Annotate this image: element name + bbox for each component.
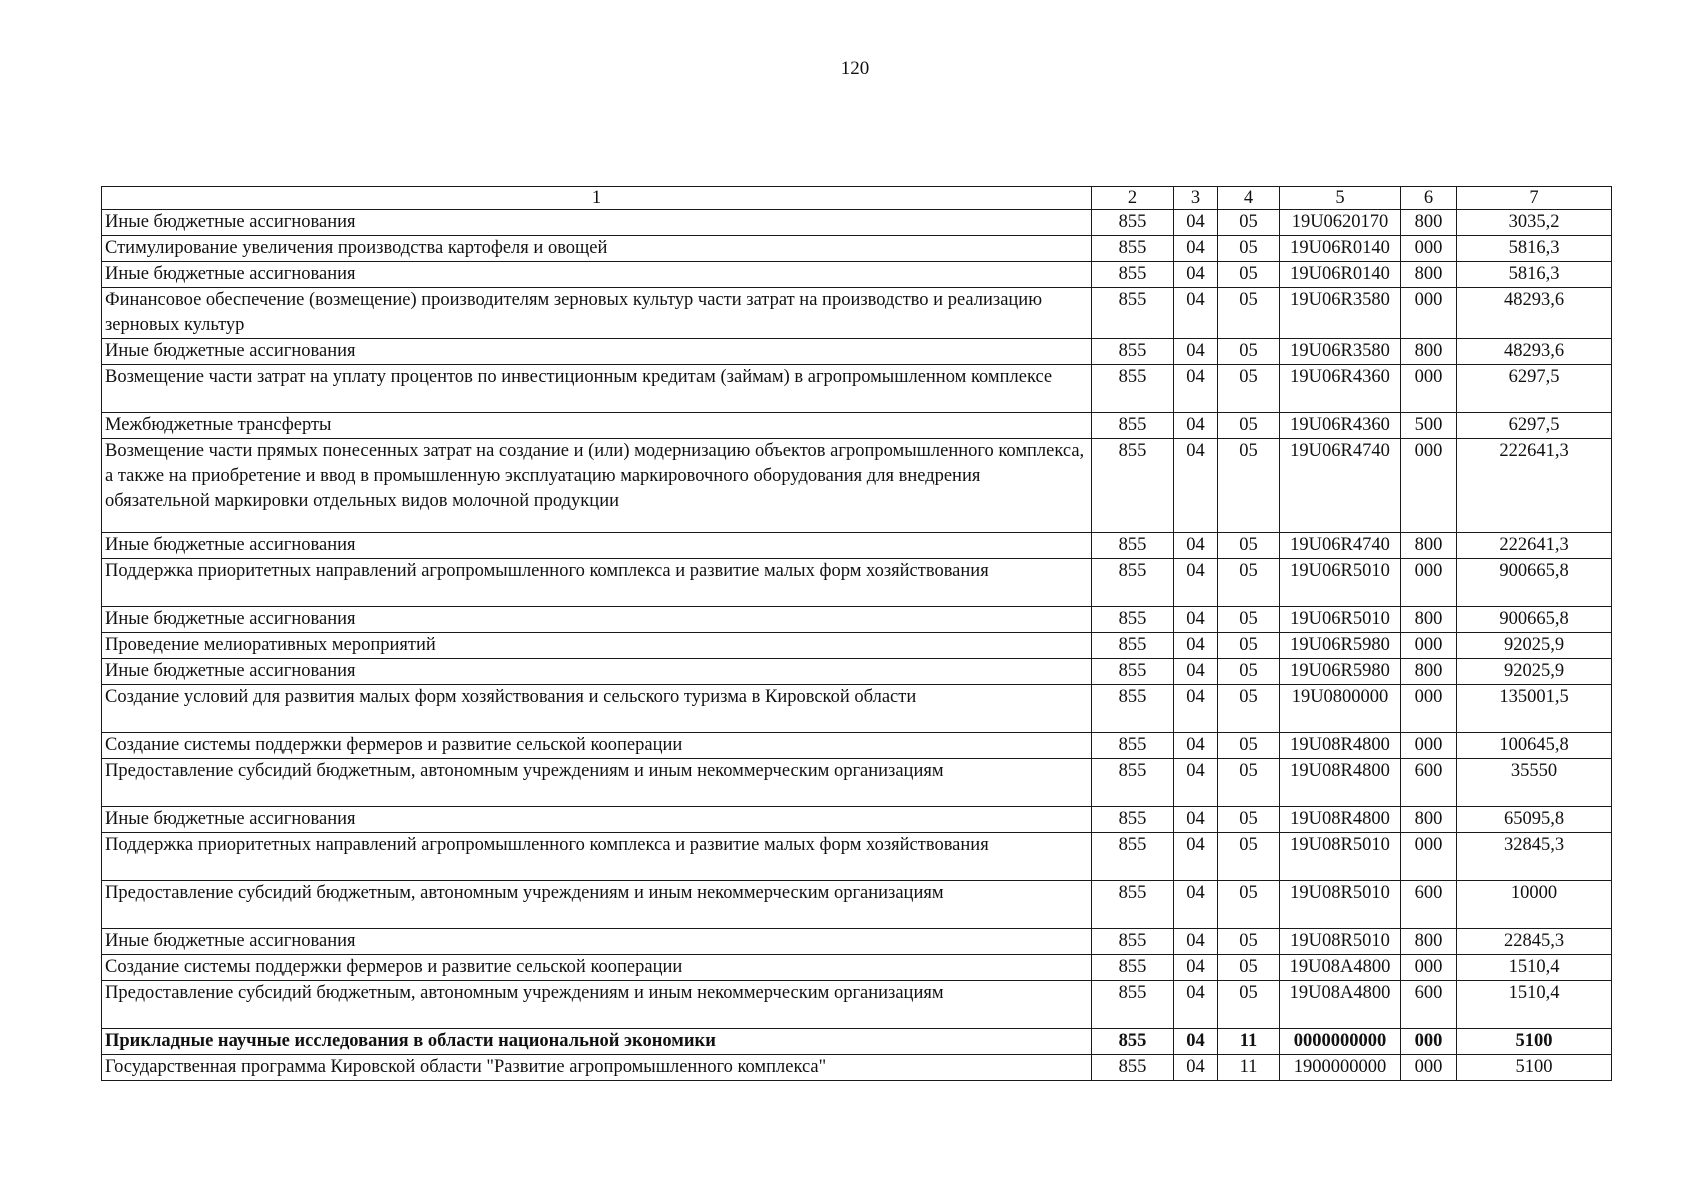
row-col-7: 6297,5 — [1457, 413, 1612, 439]
row-col-6: 800 — [1401, 262, 1457, 288]
row-col-2: 855 — [1092, 413, 1174, 439]
row-col-5: 1900000000 — [1280, 1055, 1401, 1081]
row-col-2: 855 — [1092, 1029, 1174, 1055]
table-row — [102, 533, 1612, 559]
row-col-2: 855 — [1092, 607, 1174, 633]
row-col-6: 000 — [1401, 365, 1457, 413]
row-col-7: 22845,3 — [1457, 929, 1612, 955]
row-col-5: 19U08R4800 — [1280, 807, 1401, 833]
row-col-4: 05 — [1218, 339, 1280, 365]
row-col-7: 222641,3 — [1457, 533, 1612, 559]
row-description: Финансовое обеспечение (возмещение) производителям зерновых культур части затрат на производство и реализацию зерновых культур — [102, 288, 1092, 339]
row-col-5: 19U08R4800 — [1280, 759, 1401, 807]
table-row — [102, 262, 1612, 288]
row-col-5: 19U08R5010 — [1280, 929, 1401, 955]
table-body — [102, 187, 1612, 1081]
row-description: Возмещение части затрат на уплату процентов по инвестиционным кредитам (займам) в агропромышленном комплексе — [102, 365, 1092, 413]
row-col-6: 000 — [1401, 288, 1457, 339]
row-col-2: 855 — [1092, 759, 1174, 807]
row-col-7: 1510,4 — [1457, 955, 1612, 981]
row-col-3: 04 — [1174, 533, 1218, 559]
row-description: Иные бюджетные ассигнования — [102, 210, 1092, 236]
row-col-4: 05 — [1218, 659, 1280, 685]
row-col-5: 19U06R4740 — [1280, 533, 1401, 559]
row-col-6: 000 — [1401, 1055, 1457, 1081]
row-col-6: 000 — [1401, 1029, 1457, 1055]
row-col-6: 500 — [1401, 413, 1457, 439]
row-col-4: 05 — [1218, 929, 1280, 955]
row-col-3: 04 — [1174, 262, 1218, 288]
row-col-7: 48293,6 — [1457, 288, 1612, 339]
table-row — [102, 439, 1612, 533]
row-description: Иные бюджетные ассигнования — [102, 262, 1092, 288]
row-col-6: 800 — [1401, 807, 1457, 833]
row-col-6: 800 — [1401, 210, 1457, 236]
row-col-3: 04 — [1174, 955, 1218, 981]
row-col-3: 04 — [1174, 833, 1218, 881]
table-row — [102, 759, 1612, 807]
row-col-3: 04 — [1174, 413, 1218, 439]
row-col-4: 05 — [1218, 365, 1280, 413]
row-description: Создание системы поддержки фермеров и развитие сельской кооперации — [102, 955, 1092, 981]
page-number: 120 — [840, 58, 870, 79]
row-col-2: 855 — [1092, 633, 1174, 659]
header-col-5: 5 — [1280, 187, 1401, 210]
row-col-6: 000 — [1401, 733, 1457, 759]
table-row — [102, 633, 1612, 659]
row-col-4: 05 — [1218, 439, 1280, 533]
row-col-7: 1510,4 — [1457, 981, 1612, 1029]
row-col-2: 855 — [1092, 262, 1174, 288]
row-col-5: 19U08R4800 — [1280, 733, 1401, 759]
row-col-3: 04 — [1174, 1055, 1218, 1081]
row-col-7: 222641,3 — [1457, 439, 1612, 533]
row-col-3: 04 — [1174, 607, 1218, 633]
row-col-6: 000 — [1401, 833, 1457, 881]
row-col-4: 05 — [1218, 559, 1280, 607]
row-col-5: 19U0620170 — [1280, 210, 1401, 236]
row-col-5: 19U06R5010 — [1280, 607, 1401, 633]
row-description: Прикладные научные исследования в области национальной экономики — [102, 1029, 1092, 1055]
row-col-5: 19U06R3580 — [1280, 339, 1401, 365]
row-col-7: 135001,5 — [1457, 685, 1612, 733]
row-col-6: 800 — [1401, 929, 1457, 955]
header-col-4: 4 — [1218, 187, 1280, 210]
row-col-3: 04 — [1174, 733, 1218, 759]
row-col-6: 800 — [1401, 659, 1457, 685]
row-col-7: 6297,5 — [1457, 365, 1612, 413]
row-description: Иные бюджетные ассигнования — [102, 607, 1092, 633]
row-description: Предоставление субсидий бюджетным, автономным учреждениям и иным некоммерческим организациям — [102, 881, 1092, 929]
table-row — [102, 929, 1612, 955]
row-col-5: 19U06R5980 — [1280, 633, 1401, 659]
row-description: Иные бюджетные ассигнования — [102, 807, 1092, 833]
row-col-4: 05 — [1218, 236, 1280, 262]
row-col-2: 855 — [1092, 981, 1174, 1029]
row-col-3: 04 — [1174, 981, 1218, 1029]
table-row — [102, 881, 1612, 929]
row-col-2: 855 — [1092, 659, 1174, 685]
row-col-2: 855 — [1092, 881, 1174, 929]
row-description: Стимулирование увеличения производства картофеля и овощей — [102, 236, 1092, 262]
row-col-4: 05 — [1218, 881, 1280, 929]
row-col-7: 5816,3 — [1457, 262, 1612, 288]
row-col-3: 04 — [1174, 929, 1218, 955]
row-description: Иные бюджетные ассигнования — [102, 533, 1092, 559]
row-col-4: 05 — [1218, 288, 1280, 339]
row-col-7: 5816,3 — [1457, 236, 1612, 262]
row-col-3: 04 — [1174, 807, 1218, 833]
row-col-6: 000 — [1401, 559, 1457, 607]
row-col-7: 48293,6 — [1457, 339, 1612, 365]
row-col-7: 32845,3 — [1457, 833, 1612, 881]
row-col-6: 800 — [1401, 339, 1457, 365]
row-col-5: 19U06R5010 — [1280, 559, 1401, 607]
row-col-7: 35550 — [1457, 759, 1612, 807]
row-col-3: 04 — [1174, 759, 1218, 807]
header-col-6: 6 — [1401, 187, 1457, 210]
row-col-7: 5100 — [1457, 1055, 1612, 1081]
table-row — [102, 210, 1612, 236]
table-row — [102, 733, 1612, 759]
row-col-5: 19U06R4360 — [1280, 365, 1401, 413]
row-col-4: 05 — [1218, 607, 1280, 633]
row-col-7: 92025,9 — [1457, 659, 1612, 685]
header-col-7: 7 — [1457, 187, 1612, 210]
row-col-7: 92025,9 — [1457, 633, 1612, 659]
table-row — [102, 559, 1612, 607]
row-col-6: 000 — [1401, 236, 1457, 262]
row-col-6: 000 — [1401, 685, 1457, 733]
row-col-2: 855 — [1092, 533, 1174, 559]
row-col-6: 600 — [1401, 881, 1457, 929]
row-col-2: 855 — [1092, 339, 1174, 365]
row-col-7: 10000 — [1457, 881, 1612, 929]
row-description: Предоставление субсидий бюджетным, автономным учреждениям и иным некоммерческим организациям — [102, 981, 1092, 1029]
row-col-4: 05 — [1218, 759, 1280, 807]
row-description: Межбюджетные трансферты — [102, 413, 1092, 439]
table-row — [102, 685, 1612, 733]
row-col-2: 855 — [1092, 955, 1174, 981]
budget-table — [101, 186, 1612, 1081]
row-col-3: 04 — [1174, 881, 1218, 929]
row-col-4: 05 — [1218, 685, 1280, 733]
row-col-5: 19U08A4800 — [1280, 955, 1401, 981]
row-col-5: 19U06R5980 — [1280, 659, 1401, 685]
row-col-6: 800 — [1401, 533, 1457, 559]
table-row — [102, 807, 1612, 833]
table-header-row — [102, 187, 1612, 210]
row-col-3: 04 — [1174, 439, 1218, 533]
row-description: Создание системы поддержки фермеров и развитие сельской кооперации — [102, 733, 1092, 759]
row-col-5: 0000000000 — [1280, 1029, 1401, 1055]
row-col-6: 600 — [1401, 759, 1457, 807]
header-col-3: 3 — [1174, 187, 1218, 210]
row-description: Возмещение части прямых понесенных затрат на создание и (или) модернизацию объектов агропромышленного комплекса, а также на приобретение и ввод в промышленную эксплуатацию маркировочного оборудования для внедрения обязательной маркировки отдельных видов молочной продукции — [102, 439, 1092, 533]
row-col-2: 855 — [1092, 210, 1174, 236]
row-col-2: 855 — [1092, 833, 1174, 881]
header-col-2: 2 — [1092, 187, 1174, 210]
row-col-5: 19U08R5010 — [1280, 833, 1401, 881]
row-description: Создание условий для развития малых форм хозяйствования и сельского туризма в Кировской области — [102, 685, 1092, 733]
row-col-6: 800 — [1401, 607, 1457, 633]
row-col-5: 19U06R4740 — [1280, 439, 1401, 533]
row-col-2: 855 — [1092, 685, 1174, 733]
row-col-4: 11 — [1218, 1029, 1280, 1055]
header-col-1: 1 — [102, 187, 1092, 210]
row-col-5: 19U08R5010 — [1280, 881, 1401, 929]
row-col-4: 05 — [1218, 633, 1280, 659]
row-col-4: 05 — [1218, 210, 1280, 236]
row-col-5: 19U06R3580 — [1280, 288, 1401, 339]
row-col-2: 855 — [1092, 365, 1174, 413]
table-row — [102, 659, 1612, 685]
table-row — [102, 607, 1612, 633]
row-col-7: 900665,8 — [1457, 607, 1612, 633]
table-row — [102, 288, 1612, 339]
row-col-3: 04 — [1174, 288, 1218, 339]
row-col-7: 100645,8 — [1457, 733, 1612, 759]
row-col-2: 855 — [1092, 559, 1174, 607]
row-col-4: 05 — [1218, 413, 1280, 439]
row-col-3: 04 — [1174, 685, 1218, 733]
row-col-3: 04 — [1174, 365, 1218, 413]
row-col-2: 855 — [1092, 236, 1174, 262]
row-col-3: 04 — [1174, 210, 1218, 236]
row-col-7: 65095,8 — [1457, 807, 1612, 833]
row-col-4: 05 — [1218, 533, 1280, 559]
row-col-3: 04 — [1174, 633, 1218, 659]
row-description: Поддержка приоритетных направлений агропромышленного комплекса и развитие малых форм хозяйствования — [102, 559, 1092, 607]
row-col-5: 19U06R4360 — [1280, 413, 1401, 439]
row-col-4: 05 — [1218, 262, 1280, 288]
row-col-2: 855 — [1092, 288, 1174, 339]
row-description: Государственная программа Кировской области "Развитие агропромышленного комплекса" — [102, 1055, 1092, 1081]
row-description: Иные бюджетные ассигнования — [102, 659, 1092, 685]
row-col-7: 3035,2 — [1457, 210, 1612, 236]
table-row — [102, 1029, 1612, 1055]
table-row — [102, 339, 1612, 365]
row-col-2: 855 — [1092, 733, 1174, 759]
row-col-3: 04 — [1174, 559, 1218, 607]
row-col-6: 600 — [1401, 981, 1457, 1029]
row-description: Предоставление субсидий бюджетным, автономным учреждениям и иным некоммерческим организациям — [102, 759, 1092, 807]
row-col-3: 04 — [1174, 659, 1218, 685]
row-col-4: 05 — [1218, 981, 1280, 1029]
row-col-5: 19U0800000 — [1280, 685, 1401, 733]
row-col-3: 04 — [1174, 236, 1218, 262]
row-col-5: 19U06R0140 — [1280, 262, 1401, 288]
row-col-7: 900665,8 — [1457, 559, 1612, 607]
row-col-4: 05 — [1218, 955, 1280, 981]
table-row — [102, 236, 1612, 262]
table-row — [102, 413, 1612, 439]
row-col-6: 000 — [1401, 439, 1457, 533]
row-col-5: 19U08A4800 — [1280, 981, 1401, 1029]
row-col-4: 05 — [1218, 733, 1280, 759]
row-col-2: 855 — [1092, 1055, 1174, 1081]
row-col-4: 05 — [1218, 807, 1280, 833]
row-col-7: 5100 — [1457, 1029, 1612, 1055]
row-description: Поддержка приоритетных направлений агропромышленного комплекса и развитие малых форм хозяйствования — [102, 833, 1092, 881]
table-row — [102, 981, 1612, 1029]
row-col-3: 04 — [1174, 339, 1218, 365]
row-description: Иные бюджетные ассигнования — [102, 929, 1092, 955]
row-col-6: 000 — [1401, 633, 1457, 659]
row-description: Иные бюджетные ассигнования — [102, 339, 1092, 365]
row-col-2: 855 — [1092, 929, 1174, 955]
row-description: Проведение мелиоративных мероприятий — [102, 633, 1092, 659]
row-col-2: 855 — [1092, 807, 1174, 833]
row-col-6: 000 — [1401, 955, 1457, 981]
row-col-2: 855 — [1092, 439, 1174, 533]
table-row — [102, 1055, 1612, 1081]
row-col-4: 05 — [1218, 833, 1280, 881]
table-row — [102, 955, 1612, 981]
row-col-5: 19U06R0140 — [1280, 236, 1401, 262]
table-row — [102, 365, 1612, 413]
row-col-4: 11 — [1218, 1055, 1280, 1081]
row-col-3: 04 — [1174, 1029, 1218, 1055]
table-row — [102, 833, 1612, 881]
